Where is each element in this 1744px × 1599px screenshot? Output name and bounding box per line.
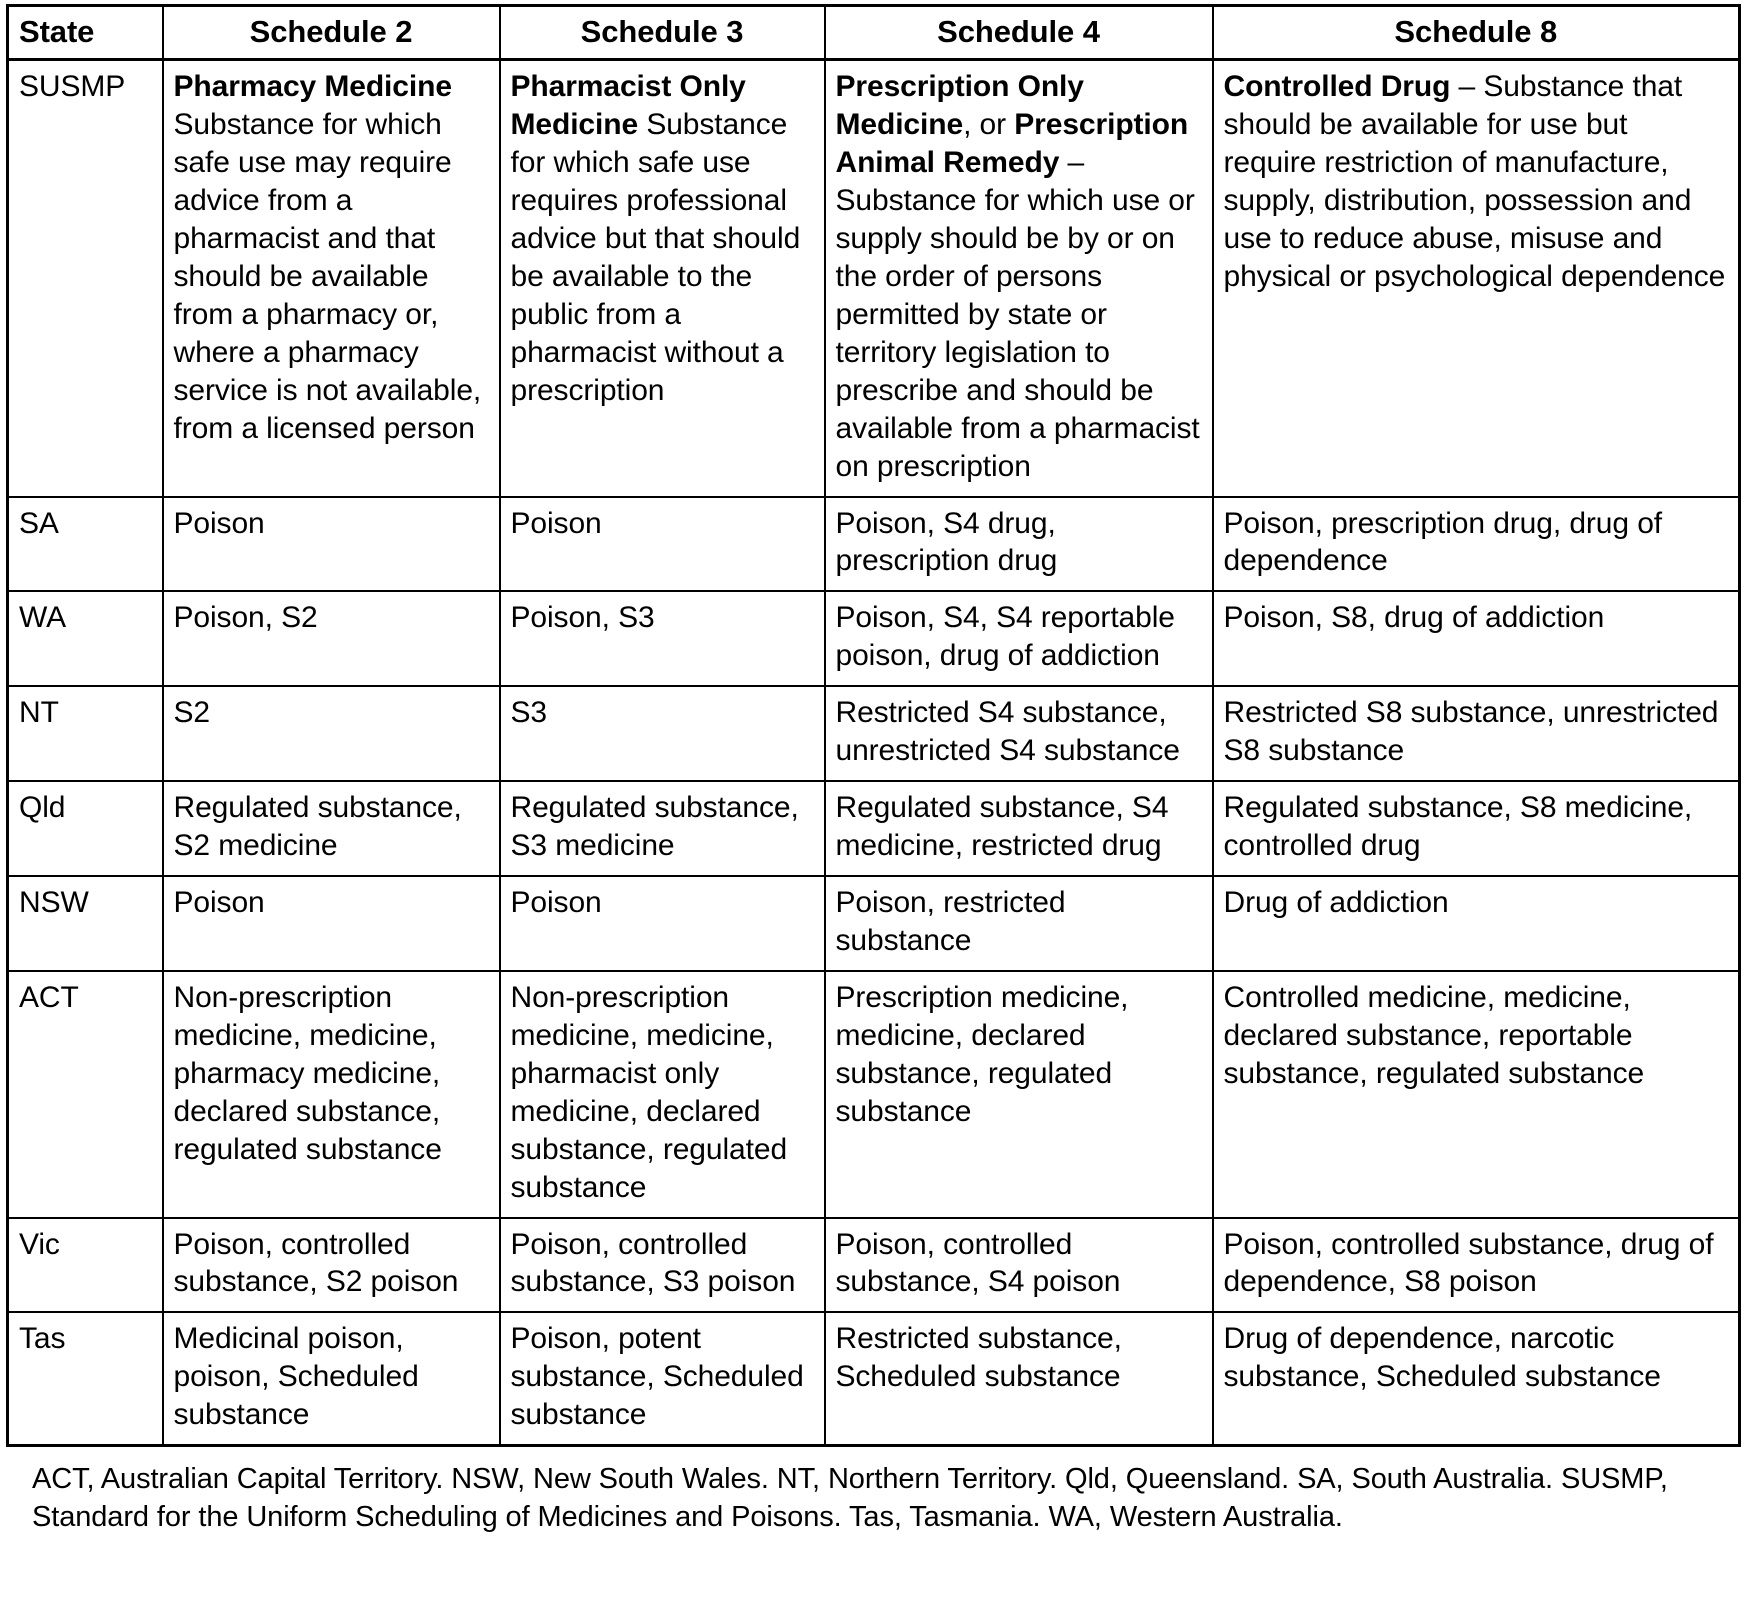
cell-emphasis-secondary: Prescription Animal Remedy (835, 108, 1189, 180)
cell-schedule-4: Poison, S4, S4 reportable poison, drug of addiction (825, 591, 1213, 686)
table-row (8, 686, 1740, 781)
cell-state: SUSMP (8, 60, 163, 497)
cell-emphasis: Prescription Only Medicine (835, 70, 1084, 142)
cell-schedule-4: Regulated substance, S4 medicine, restricted drug (825, 781, 1213, 876)
table-header-row (8, 6, 1740, 60)
column-header-schedule-3: Schedule 3 (500, 6, 825, 60)
cell-schedule-4: Restricted S4 substance, unrestricted S4 substance (825, 686, 1213, 781)
cell-schedule-4: Restricted substance, Scheduled substance (825, 1312, 1213, 1445)
cell-text: Substance for which safe use may require advice from a pharmacist and that should be available from a pharmacy or, where a pharmacy service is not available, from a licensed person (173, 108, 482, 445)
table-row (8, 497, 1740, 592)
cell-schedule-2: Regulated substance, S2 medicine (163, 781, 500, 876)
cell-schedule-4 (825, 60, 1213, 497)
cell-schedule-2: Medicinal poison, poison, Scheduled substance (163, 1312, 500, 1445)
cell-schedule-3: Non-prescription medicine, medicine, pharmacist only medicine, declared substance, regulated substance (500, 971, 825, 1218)
cell-schedule-3: Poison, potent substance, Scheduled substance (500, 1312, 825, 1445)
cell-schedule-8: Poison, prescription drug, drug of dependence (1213, 497, 1740, 592)
cell-schedule-3: Poison, S3 (500, 591, 825, 686)
cell-state: SA (8, 497, 163, 592)
cell-text: – Substance that should be available for use but require restriction of manufacture, supply, distribution, possession and use to reduce abuse, misuse and physical or psychological dependence (1223, 70, 1726, 293)
cell-schedule-3: Poison (500, 497, 825, 592)
table-row (8, 971, 1740, 1218)
cell-schedule-3 (500, 60, 825, 497)
cell-schedule-2 (163, 60, 500, 497)
cell-schedule-2: Poison, controlled substance, S2 poison (163, 1218, 500, 1313)
table-header (8, 6, 1740, 60)
column-header-schedule-2: Schedule 2 (163, 6, 500, 60)
cell-schedule-8: Regulated substance, S8 medicine, controlled drug (1213, 781, 1740, 876)
cell-state: NSW (8, 876, 163, 971)
cell-schedule-3: S3 (500, 686, 825, 781)
cell-schedule-4: Prescription medicine, medicine, declared substance, regulated substance (825, 971, 1213, 1218)
cell-schedule-3: Regulated substance, S3 medicine (500, 781, 825, 876)
table-row (8, 60, 1740, 497)
cell-text: Substance for which safe use requires professional advice but that should be available to the public from a pharmacist without a prescription (510, 108, 801, 407)
cell-schedule-8: Controlled medicine, medicine, declared substance, reportable substance, regulated substance (1213, 971, 1740, 1218)
cell-state: Tas (8, 1312, 163, 1445)
cell-schedule-8: Drug of dependence, narcotic substance, Scheduled substance (1213, 1312, 1740, 1445)
cell-emphasis: Pharmacy Medicine (173, 70, 452, 104)
cell-schedule-4: Poison, controlled substance, S4 poison (825, 1218, 1213, 1313)
cell-schedule-2: Poison (163, 876, 500, 971)
table-body (8, 60, 1740, 1446)
cell-schedule-2: Poison (163, 497, 500, 592)
cell-emphasis: Controlled Drug (1223, 70, 1451, 104)
cell-schedule-8: Poison, S8, drug of addiction (1213, 591, 1740, 686)
cell-text: – Substance for which use or supply should be by or on the order of persons permitted by state or territory legislation to prescribe and should be available from a pharmacist on prescription (835, 146, 1200, 483)
cell-schedule-4: Poison, restricted substance (825, 876, 1213, 971)
column-header-state: State (8, 6, 163, 60)
medicine-schedule-table (6, 4, 1741, 1447)
cell-schedule-2: Poison, S2 (163, 591, 500, 686)
cell-schedule-3: Poison (500, 876, 825, 971)
table-row (8, 1218, 1740, 1313)
table-footnote: ACT, Australian Capital Territory. NSW, New South Wales. NT, Northern Territory. Qld, Queensland. SA, South Australia. SUSMP, Standard for the Uniform Scheduling of Medicines and Poisons. Tas, Tasmania. WA, Western Australia. (32, 1463, 1668, 1533)
cell-schedule-8: Restricted S8 substance, unrestricted S8 substance (1213, 686, 1740, 781)
cell-emphasis: Pharmacist Only Medicine (510, 70, 746, 142)
table-row (8, 591, 1740, 686)
table-row (8, 1312, 1740, 1445)
cell-schedule-8 (1213, 60, 1740, 497)
cell-state: Vic (8, 1218, 163, 1313)
cell-state: WA (8, 591, 163, 686)
cell-schedule-8: Drug of addiction (1213, 876, 1740, 971)
cell-state: ACT (8, 971, 163, 1218)
cell-schedule-4: Poison, S4 drug, prescription drug (825, 497, 1213, 592)
cell-state: NT (8, 686, 163, 781)
cell-schedule-8: Poison, controlled substance, drug of dependence, S8 poison (1213, 1218, 1740, 1313)
column-header-schedule-8: Schedule 8 (1213, 6, 1740, 60)
cell-state: Qld (8, 781, 163, 876)
cell-schedule-3: Poison, controlled substance, S3 poison (500, 1218, 825, 1313)
cell-schedule-2: Non-prescription medicine, medicine, pharmacy medicine, declared substance, regulated substance (163, 971, 500, 1218)
cell-schedule-2: S2 (163, 686, 500, 781)
table-row (8, 781, 1740, 876)
column-header-schedule-4: Schedule 4 (825, 6, 1213, 60)
cell-text: , or (963, 108, 1015, 142)
table-row (8, 876, 1740, 971)
